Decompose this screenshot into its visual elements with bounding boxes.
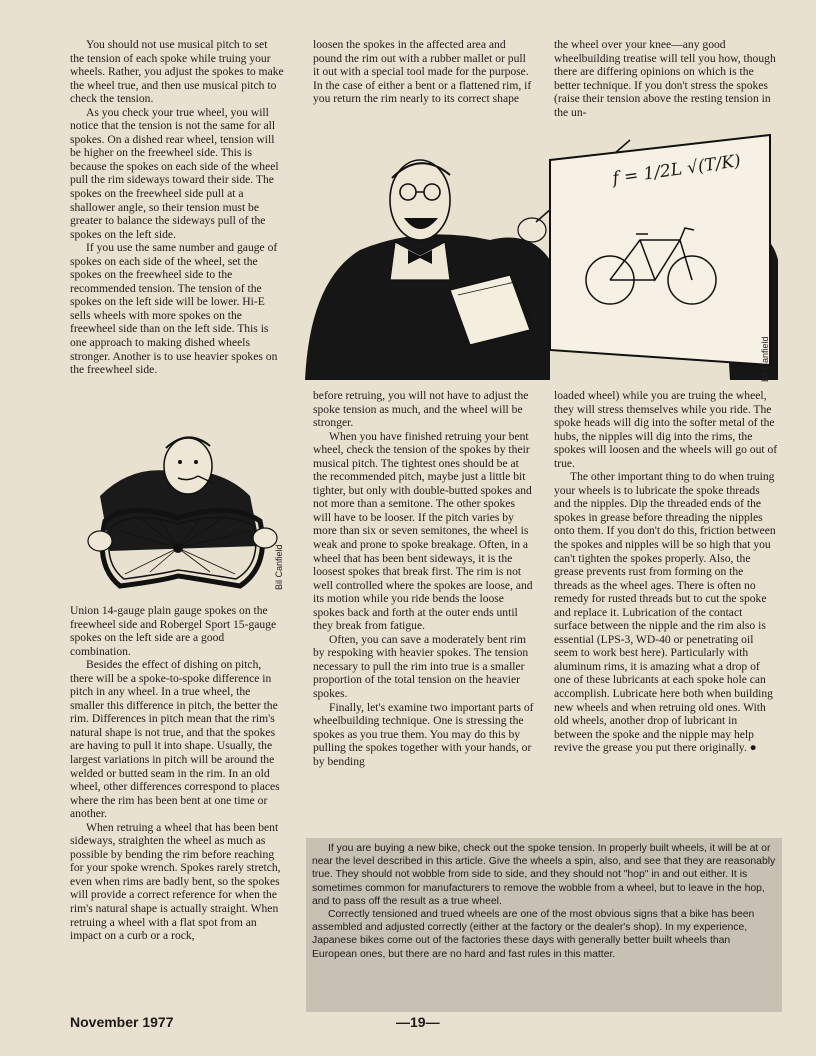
paragraph: before retruing, you will not have to adjust the spoke tension as much, and the wheel will be stronger. <box>313 389 529 430</box>
paragraph: Union 14-gauge plain gauge spokes on the freewheel side and Robergel Sport 15-gauge spokes on the left side are a good combination. <box>70 604 277 658</box>
illustration-credit: Bil Canfield <box>274 544 284 590</box>
cartoon-man-bending-wheel <box>70 426 286 596</box>
paragraph: You should not use musical pitch to set the tension of each spoke while truing your wheels. Rather, you adjust the spokes to make the wheel true, and then use musical pitch to check the tension. <box>70 38 284 106</box>
column2-bottom-text <box>313 389 535 768</box>
paragraph: The other important thing to do when truing your wheels is to lubricate the spoke threads and the nipples. Dip the threaded ends of the spokes in grease before threading the nipples onto them. If you don't do this, friction between the spokes and nipples will be so high that you can't tighten the spokes properly. Also, the grease prevents rust from forming on the threads as the wheel ages. There is often no remedy for rusted threads but to cut the spoke and replace it. Lubrication of the contact surface between the nipple and the rim also is essential (LPS-3, WD-40 or penetrating oil seem to work best here). Particularly with aluminum rims, it is amazing what a drop of one of these lubricants at each spoke hole can accomplish. Lubricate here both when building new wheels and when retruing old ones. With old wheels, another drop of lubricant in between the spoke and the nipple may help revive the grease you put there originally. ● <box>554 470 776 755</box>
paragraph: loaded wheel) while you are truing the wheel, they will stress themselves while you ride. The spoke heads will dig into the softer metal of the hubs, the nipples will dig into the rims, the spokes will loosen and the wheels will go out of true. <box>554 389 778 470</box>
paragraph: When you have finished retruing your bent wheel, check the tension of the spokes by their musical pitch. The tightest ones should be at the recommended pitch, maybe just a little bit tighter, but only with double-butted spokes and not more than a semitone. The other spokes will have to be looser. If the pitch varies by more than six or seven semitones, the wheel is weak and prone to spoke breakage. Often, in a wheel that has been bent sideways, it is the loosest spokes that break first. The rim is not well controlled where the spokes are loose, and its motion while you ride bends the loose spokes back and forth at the outer ends until they break from fatigue. <box>313 429 533 633</box>
paragraph: Finally, let's examine two important parts of wheelbuilding technique. One is stressing the spokes as you true them. You may do this by pulling the spokes together with your hands, or by bending <box>313 700 534 768</box>
paragraph: Often, you can save a moderately bent rim by respoking with heavier spokes. The tension necessary to pull the rim into true is a smaller proportion of the total tension on the heavier spokes. <box>313 632 529 701</box>
sidebar-box <box>306 838 782 1012</box>
column2-top-text <box>313 38 535 106</box>
sidebar-paragraph: Correctly tensioned and trued wheels are one of the most obvious signs that a bike has been assembled and adjusted correctly (either at the factory or the dealer's shop). In my experience, Japanese bikes come out of the factories these days with generally better built wheels than European ones, but there are no hard and fast rules in this matter. <box>312 909 755 960</box>
paragraph: When retruing a wheel that has been bent sideways, straighten the wheel as much as possible by bending the rim before reaching for your spoke wrench. Spokes rarely stretch, even when rims are badly bent, so the spokes will provide a correct reference for when the rim's natural shape is actually straight. When retruing a wheel with a flat spot from an impact on a curb or a rock, <box>70 820 281 943</box>
column1-bottom-text <box>70 604 284 943</box>
cartoon-man-bending-wheel-drawing <box>70 426 286 596</box>
paragraph: the wheel over your knee—any good wheelbuilding treatise will tell you how, though there are differing opinions on which is the better technique. If you don't stress the spokes (raise their tension above the resting tension in the un- <box>554 38 776 119</box>
column1-top-text <box>70 38 284 377</box>
page-number: —19— <box>396 1014 440 1030</box>
illustration-credit: Bil Canfield <box>760 336 770 382</box>
formula-text: f = 1/2L √(T/K) <box>611 151 743 189</box>
column3-top-text <box>554 38 776 119</box>
paragraph: Besides the effect of dishing on pitch, there will be a spoke-to-spoke difference in pitch in any wheel. In a true wheel, the smaller this difference in pitch, the better the rim. Differences in pitch mean that the rim's natural shape is not true, and that the spokes are having to pull it into shape. Usually, the largest variations in pitch will be around the welded or butted seam in the rim. In an old wheel, other differences correspond to places where the rim has been bent at one time or another. <box>70 658 280 821</box>
column3-bottom-text <box>554 389 778 755</box>
footer-date: November 1977 <box>70 1014 174 1030</box>
sidebar-paragraph: If you are buying a new bike, check out the spoke tension. In properly built wheels, it will be at or near the level described in this article. Give the wheels a spin, also, and see that they are reasonably true. They should not wobble from side to side, and they should not "hop" in and out either. It is sometimes common for manufacturers to remove the wobble from a wheel, but to leave in the hop, and to pass off the result as a true wheel. <box>312 843 776 907</box>
paragraph: loosen the spokes in the affected area and pound the rim out with a rubber mallet or pull it out with a special tool made for the purpose. In the case of either a bent or a flattened rim, if you return the rim nearly to its correct shape <box>313 38 532 106</box>
paragraph: As you check your true wheel, you will notice that the tension is not the same for all spokes. On a dished rear wheel, tension will be higher on the freewheel side. This is because the spokes on each side of the wheel pull the rim sideways toward their side. The spokes on the freewheel side pull at a shallower angle, so their tension must be greater to balance the sideways pull of the spokes on the left side. <box>70 105 279 241</box>
paragraph: If you use the same number and gauge of spokes on each side of the wheel, set the spokes on the freewheel side to the recommended tension. The tension of the spokes on the left side will be lower. Hi-E sells wheels with more spokes on the freewheel side than on the left side. This is one approach to making dished wheels stronger. Another is to use heavier spokes on the freewheel side. <box>70 241 278 377</box>
